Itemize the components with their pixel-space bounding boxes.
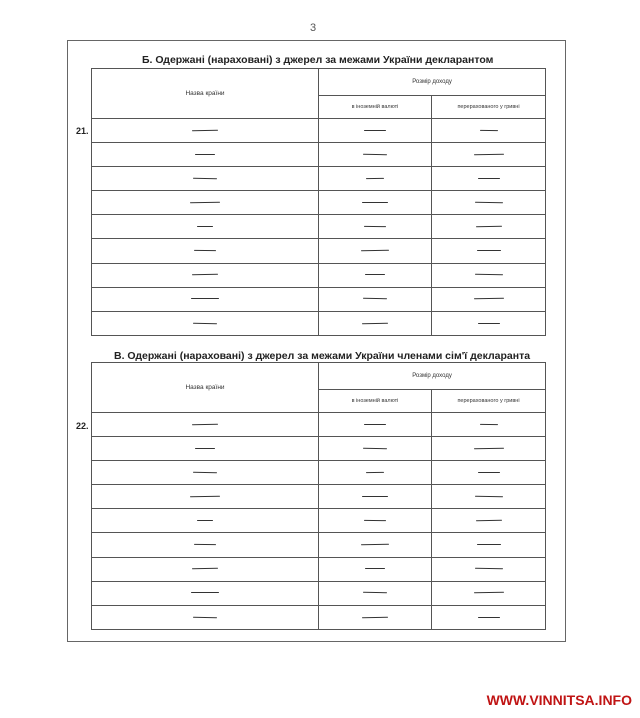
section-b-table-cell xyxy=(432,143,546,167)
section-b-table-cell xyxy=(319,191,432,215)
section-b-table-row xyxy=(92,239,546,263)
redacted-value-mark xyxy=(194,544,216,545)
section-v-title: В. Одержані (нараховані) з джерел за межами України членами сім'ї декларанта xyxy=(114,350,531,362)
section-v-table-cell xyxy=(319,485,432,509)
redacted-value-mark xyxy=(479,424,497,425)
redacted-value-mark xyxy=(364,130,386,131)
section-b-table-cell xyxy=(432,311,546,335)
redacted-value-mark xyxy=(475,520,501,521)
section-b-header-uah: перерахованого у гривні xyxy=(432,96,546,119)
section-b-table-cell xyxy=(92,119,319,143)
section-v-table-row xyxy=(92,413,546,437)
section-v-table-row xyxy=(92,461,546,485)
section-v-table xyxy=(91,362,546,630)
section-b-table-cell xyxy=(92,311,319,335)
section-b-table-cell xyxy=(92,167,319,191)
section-v-table-cell xyxy=(319,413,432,437)
redacted-value-mark xyxy=(363,298,387,299)
section-b-table-row xyxy=(92,311,546,335)
redacted-value-mark xyxy=(193,616,217,617)
section-v-table-cell xyxy=(319,605,432,629)
section-b-table-cell xyxy=(432,191,546,215)
section-b-table-cell xyxy=(432,239,546,263)
redacted-value-mark xyxy=(474,274,502,275)
redacted-value-mark xyxy=(363,592,387,593)
redacted-value-mark xyxy=(363,448,387,449)
section-v-table-cell xyxy=(92,461,319,485)
redacted-value-mark xyxy=(478,178,500,179)
section-v-table-row xyxy=(92,581,546,605)
section-v-table-cell xyxy=(92,557,319,581)
section-v-table-cell xyxy=(432,509,546,533)
section-v-table-cell xyxy=(432,581,546,605)
section-b-table-row xyxy=(92,167,546,191)
section-v-table-cell xyxy=(92,533,319,557)
redacted-value-mark xyxy=(366,472,384,473)
section-v-header-country: Назва країни xyxy=(92,363,319,413)
section-b-header-foreign-currency: в іноземній валюті xyxy=(319,96,432,119)
redacted-value-mark xyxy=(364,520,386,521)
section-b-table-cell xyxy=(319,143,432,167)
section-b-table-cell xyxy=(319,239,432,263)
redacted-value-mark xyxy=(362,202,388,203)
section-v-table-cell xyxy=(432,413,546,437)
section-v-table-cell xyxy=(432,461,546,485)
section-v-table-cell xyxy=(432,605,546,629)
redacted-value-mark xyxy=(191,298,219,299)
section-v-table-cell xyxy=(319,557,432,581)
section-v-header-uah: перерахованого у гривні xyxy=(432,390,546,413)
section-v-table-cell xyxy=(92,413,319,437)
section-v-table-cell xyxy=(92,605,319,629)
redacted-value-mark xyxy=(479,130,497,131)
section-v-table-cell xyxy=(432,557,546,581)
section-v-header-foreign-currency: в іноземній валюті xyxy=(319,390,432,413)
section-v-table-cell xyxy=(319,533,432,557)
section-b-table-row xyxy=(92,119,546,143)
section-b-table-cell xyxy=(319,287,432,311)
section-v-row-number: 22. xyxy=(76,421,89,431)
redacted-value-mark xyxy=(473,448,503,450)
redacted-value-mark xyxy=(365,568,385,569)
section-b-header-country: Назва країни xyxy=(92,69,319,119)
redacted-value-mark xyxy=(364,424,386,425)
section-b-table-row xyxy=(92,191,546,215)
section-b-table-cell xyxy=(319,311,432,335)
redacted-value-mark xyxy=(365,274,385,275)
section-b-table-cell xyxy=(92,143,319,167)
section-b-table-cell xyxy=(92,287,319,311)
redacted-value-mark xyxy=(364,226,386,227)
redacted-value-mark xyxy=(192,274,218,275)
redacted-value-mark xyxy=(195,154,215,155)
section-b-table-cell xyxy=(92,239,319,263)
redacted-value-mark xyxy=(193,178,217,179)
redacted-value-mark xyxy=(361,544,389,545)
section-b-table-row xyxy=(92,215,546,239)
section-b-table-row xyxy=(92,263,546,287)
redacted-value-mark xyxy=(192,568,218,569)
section-b-table-cell xyxy=(432,167,546,191)
section-b-table-cell xyxy=(92,263,319,287)
section-v-table-cell xyxy=(92,509,319,533)
redacted-value-mark xyxy=(474,568,502,569)
redacted-value-mark xyxy=(477,544,501,545)
section-v-table-row xyxy=(92,485,546,509)
redacted-value-mark xyxy=(473,154,503,156)
redacted-value-mark xyxy=(361,250,389,251)
redacted-value-mark xyxy=(362,322,388,323)
redacted-value-mark xyxy=(191,592,219,593)
redacted-value-mark xyxy=(197,520,213,521)
section-b-table-cell xyxy=(92,191,319,215)
redacted-value-mark xyxy=(190,202,220,204)
section-b-table xyxy=(91,68,546,336)
redacted-value-mark xyxy=(363,154,387,155)
section-v-table-cell xyxy=(92,485,319,509)
section-b-table-cell xyxy=(319,263,432,287)
redacted-value-mark xyxy=(193,472,217,473)
section-v-table-row xyxy=(92,605,546,629)
section-b-row-number: 21. xyxy=(76,126,89,136)
section-v-table-cell xyxy=(319,581,432,605)
section-b-table-row xyxy=(92,287,546,311)
redacted-value-mark xyxy=(197,226,213,227)
section-v-table-cell xyxy=(432,533,546,557)
section-b-header-income-size: Розмір доходу xyxy=(319,69,546,96)
site-watermark: WWW.VINNITSA.INFO xyxy=(486,692,632,708)
redacted-value-mark xyxy=(192,130,218,131)
section-v-table-row xyxy=(92,533,546,557)
redacted-value-mark xyxy=(477,250,501,251)
section-v-table-cell xyxy=(319,461,432,485)
section-v-table-cell xyxy=(319,437,432,461)
redacted-value-mark xyxy=(193,322,217,323)
redacted-value-mark xyxy=(473,298,503,300)
section-b-table-cell xyxy=(432,287,546,311)
redacted-value-mark xyxy=(475,226,501,227)
section-v-header-income-size: Розмір доходу xyxy=(319,363,546,390)
section-b-table-cell xyxy=(319,215,432,239)
section-v-table-row xyxy=(92,437,546,461)
section-v-table-cell xyxy=(92,437,319,461)
section-v-table-cell xyxy=(432,485,546,509)
section-b-table-cell xyxy=(432,119,546,143)
section-b-table-cell xyxy=(432,263,546,287)
section-v-table-cell xyxy=(319,509,432,533)
redacted-value-mark xyxy=(474,202,502,203)
section-b-table-cell xyxy=(319,167,432,191)
page-number: 3 xyxy=(310,22,317,34)
redacted-value-mark xyxy=(478,472,500,473)
redacted-value-mark xyxy=(362,616,388,617)
redacted-value-mark xyxy=(194,250,216,251)
section-b-table-cell xyxy=(319,119,432,143)
section-b-table-cell xyxy=(432,215,546,239)
section-b-table-cell xyxy=(92,215,319,239)
section-b-title: Б. Одержані (нараховані) з джерел за межами України декларантом xyxy=(142,54,494,66)
redacted-value-mark xyxy=(473,592,503,594)
section-v-table-cell xyxy=(92,581,319,605)
section-v-table-cell xyxy=(432,437,546,461)
redacted-value-mark xyxy=(474,496,502,497)
redacted-value-mark xyxy=(195,448,215,449)
section-v-table-row xyxy=(92,557,546,581)
redacted-value-mark xyxy=(478,323,500,324)
redacted-value-mark xyxy=(366,178,384,179)
section-v-table-row xyxy=(92,509,546,533)
redacted-value-mark xyxy=(192,424,218,425)
redacted-value-mark xyxy=(362,496,388,497)
section-b-table-row xyxy=(92,143,546,167)
redacted-value-mark xyxy=(190,496,220,498)
redacted-value-mark xyxy=(478,617,500,618)
